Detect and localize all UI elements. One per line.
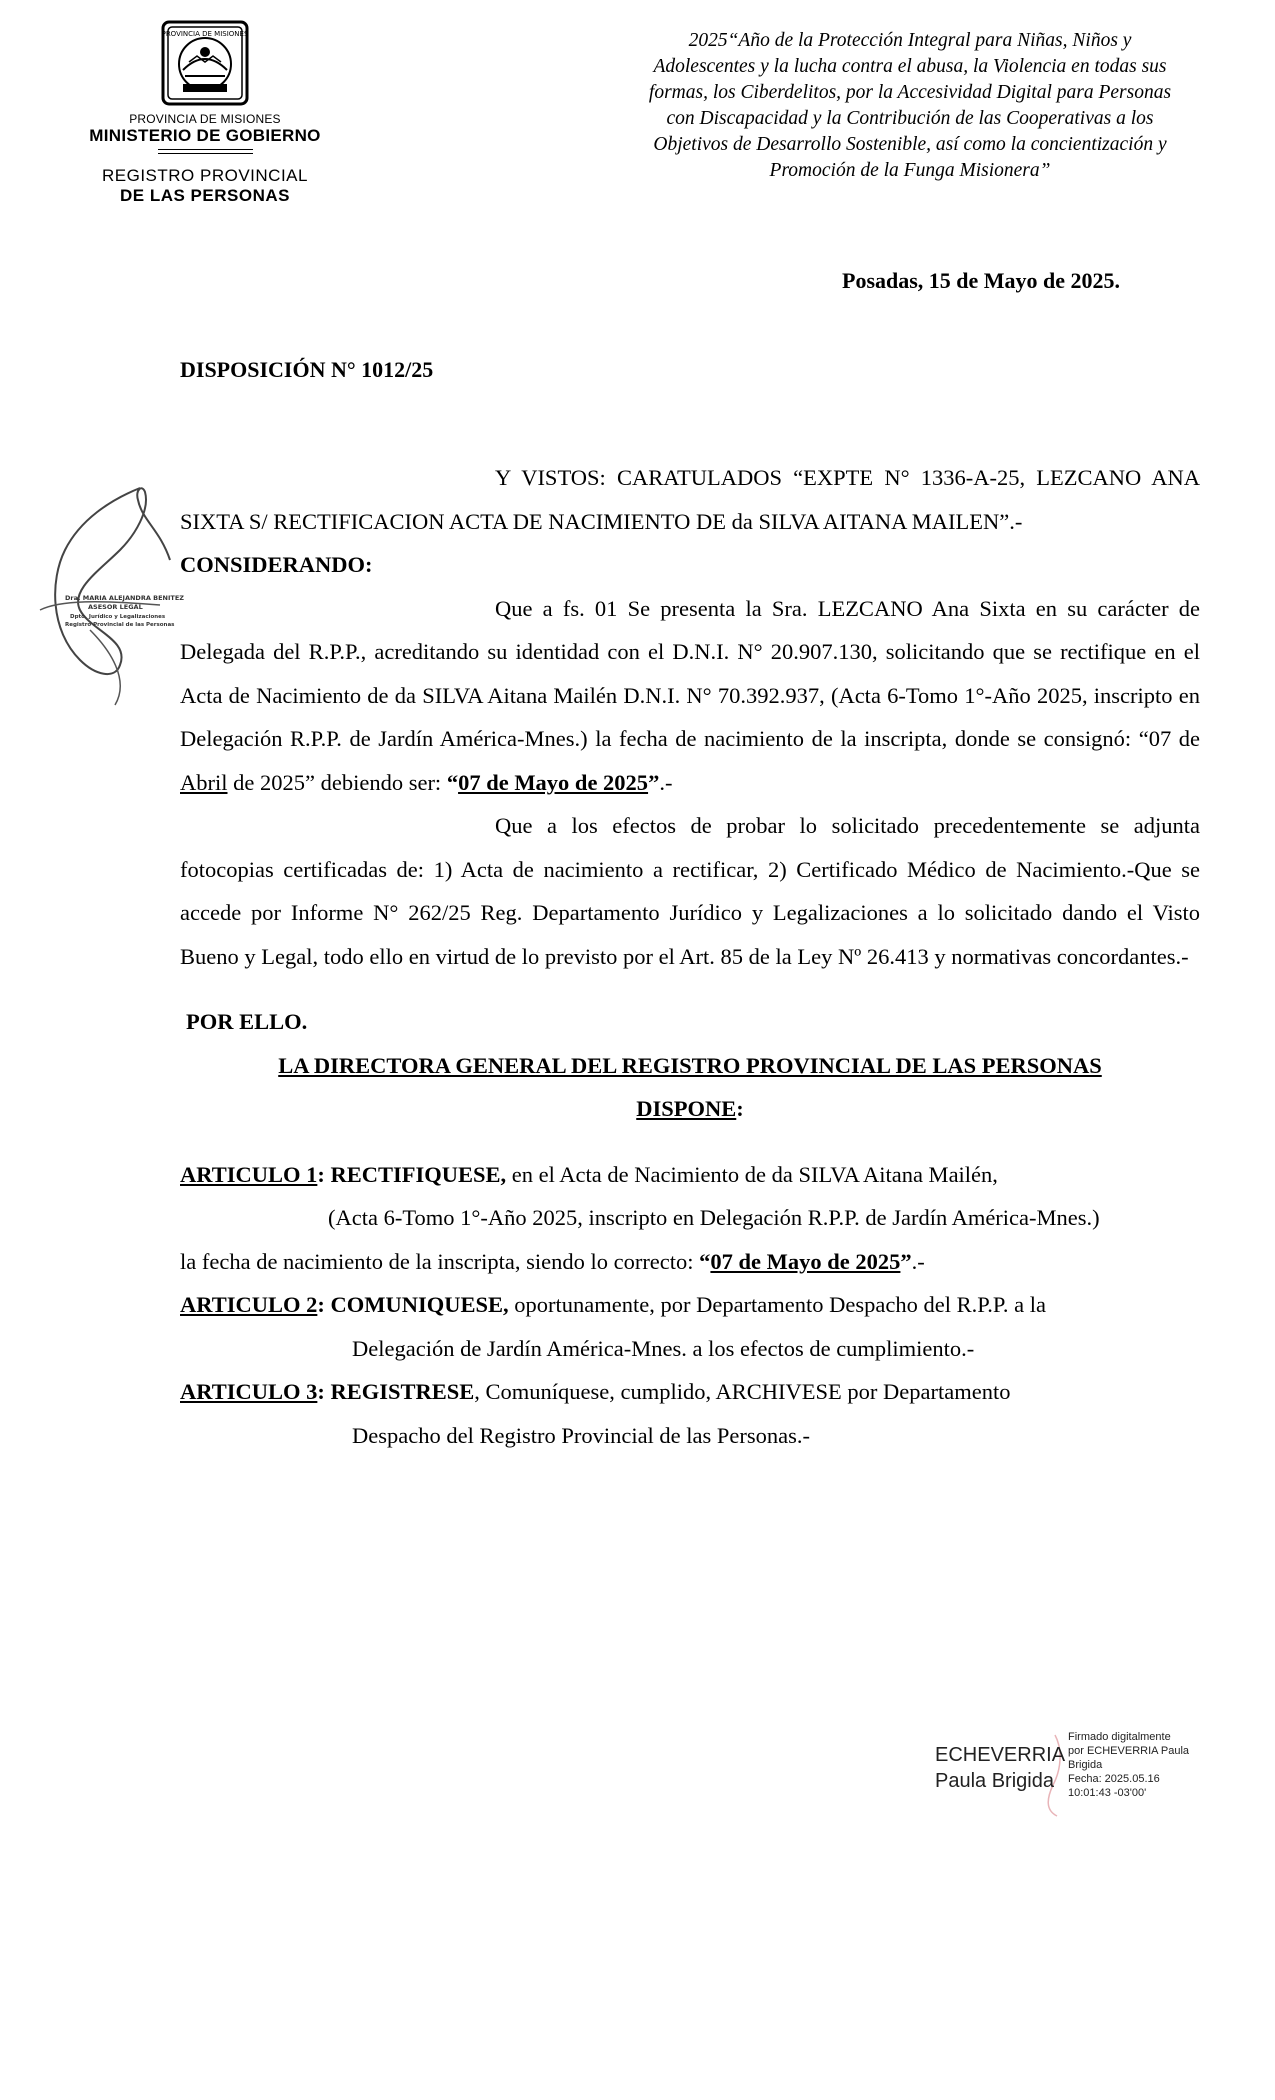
header-divider bbox=[158, 153, 253, 154]
considerando-heading: CONSIDERANDO: bbox=[180, 552, 373, 577]
article-2 bbox=[180, 1283, 1200, 1327]
document-date: Posadas, 15 de Mayo de 2025. bbox=[842, 268, 1121, 293]
article-label: ARTICULO 3 bbox=[180, 1379, 318, 1404]
article-colon: : bbox=[317, 1292, 331, 1317]
header-divider bbox=[158, 149, 253, 150]
article-3-line2: Despacho del Registro Provincial de las Personas.- bbox=[352, 1422, 811, 1448]
dispone-word: DISPONE bbox=[636, 1096, 737, 1121]
article-3 bbox=[180, 1370, 1200, 1414]
signature-detail-line: por ECHEVERRIA Paula bbox=[1068, 1745, 1190, 1757]
considerando-paragraph-2: Que a los efectos de probar lo solicitado precedentemente se adjunta fotocopias certificadas de: 1) Acta de nacimiento a rectificar, 2) Certificado Médico de Nacimiento.-Que se accede por Informe N° 262/25 Reg. Departamento Jurídico y Legalizaciones a lo solicitado dando el Visto Bueno y Legal, todo ello en virtud de lo previsto por el Art. 85 de la Ley Nº 26.413 y normativas concordantes.- bbox=[180, 813, 1200, 969]
article-label: ARTICULO 1 bbox=[180, 1161, 318, 1187]
article-end: .- bbox=[911, 1248, 925, 1274]
article-1-line3 bbox=[180, 1240, 1200, 1284]
signer-name bbox=[935, 1742, 1065, 1794]
article-text: , Comuníquese, cumplido, ARCHIVESE por Departamento bbox=[474, 1379, 1011, 1404]
article-1-date: 07 de Mayo de 2025 bbox=[710, 1248, 901, 1274]
signature-detail-line: Fecha: 2025.05.16 bbox=[1068, 1773, 1160, 1785]
quote-mark: ” bbox=[648, 769, 660, 795]
ministry-name: MINISTERIO DE GOBIERNO bbox=[89, 126, 321, 145]
motto-line: Promoción de la Funga Misionera” bbox=[769, 160, 1051, 181]
correct-date: 07 de Mayo de 2025 bbox=[458, 769, 649, 795]
article-text: la fecha de nacimiento de la inscripta, siendo lo correcto: bbox=[180, 1248, 700, 1274]
province-name: PROVINCIA DE MISIONES bbox=[129, 112, 281, 126]
stamp-name: Dra. MARIA ALEJANDRA BENITEZ bbox=[65, 594, 184, 602]
article-1-line2: (Acta 6-Tomo 1°-Año 2025, inscripto en Delegación R.P.P. de Jardín América-Mnes.) bbox=[328, 1205, 1100, 1230]
signer-surname: ECHEVERRIA bbox=[935, 1744, 1066, 1766]
motto-line: 2025“Año de la Protección Integral para Niñas, Niños y bbox=[688, 30, 1132, 51]
signature-detail-line: Firmado digitalmente bbox=[1068, 1731, 1171, 1743]
article-1 bbox=[180, 1153, 1200, 1197]
motto-line: Adolescentes y la lucha contra el abusa, la Violencia en todas sus bbox=[653, 56, 1167, 77]
stamp-institution: Registro Provincial de las Personas bbox=[65, 622, 175, 628]
por-ello-heading: POR ELLO. bbox=[186, 1009, 308, 1034]
article-verb: RECTIFIQUESE, bbox=[330, 1161, 507, 1187]
wrong-month: Abril bbox=[180, 769, 228, 795]
stamp-title: ASESOR LEGAL bbox=[88, 603, 143, 611]
directora-line: LA DIRECTORA GENERAL DEL REGISTRO PROVINCIAL DE LAS PERSONAS bbox=[278, 1052, 1102, 1078]
signer-given-names: Paula Brigida bbox=[935, 1770, 1054, 1792]
institution-logo-block bbox=[70, 18, 340, 206]
quote-mark: ” bbox=[900, 1248, 912, 1274]
para1-text: de 2025” debiendo ser: bbox=[227, 769, 447, 795]
vistos-paragraph: Y VISTOS: CARATULADOS “EXPTE N° 1336-A-25, LEZCANO ANA SIXTA S/ RECTIFICACION ACTA DE NACIMIENTO DE da SILVA AITANA MAILEN”.- bbox=[180, 465, 1200, 534]
motto-line: con Discapacidad y la Contribución de las Cooperativas a los bbox=[666, 108, 1154, 129]
para1-text: Que a fs. 01 Se presenta la Sra. LEZCANO Ana Sixta en su carácter de Delegada del R.P.P., acreditando su identidad con el D.N.I. N° 20.907.130, solicitando que se rectifique en el Acta de Nacimiento de da SILVA Aitana Mailén D.N.I. N° 70.392.937, (Acta 6-Tomo 1°-Año 2025, inscripto en Delegación R.P.P. de Jardín América-Mnes.) la fecha de nacimiento de la inscripta, donde se consignó: “07 de bbox=[180, 595, 1200, 751]
stamp-department: Dpto. Jurídico y Legalizaciones bbox=[70, 614, 166, 620]
para1-end: .- bbox=[659, 769, 673, 795]
article-label: ARTICULO 2 bbox=[180, 1292, 318, 1317]
motto-line: Objetivos de Desarrollo Sostenible, así como la concientización y bbox=[653, 134, 1167, 155]
considerando-paragraph-1 bbox=[180, 587, 1200, 805]
signature-detail-line: Brigida bbox=[1068, 1759, 1103, 1771]
article-verb: COMUNIQUESE, bbox=[330, 1292, 509, 1317]
digital-signature bbox=[935, 1730, 1235, 1820]
disposition-title: DISPOSICIÓN N° 1012/25 bbox=[180, 357, 434, 382]
quote-mark: “ bbox=[446, 769, 459, 795]
legal-advisor-stamp-signature bbox=[20, 480, 190, 710]
article-text: oportunamente, por Departamento Despacho del R.P.P. a la bbox=[508, 1292, 1047, 1317]
document-body bbox=[180, 456, 1200, 1457]
year-motto bbox=[600, 28, 1220, 184]
signature-detail-line: 10:01:43 -03'00' bbox=[1068, 1787, 1147, 1799]
registry-name-line2: DE LAS PERSONAS bbox=[120, 186, 290, 205]
dispone-heading bbox=[180, 1087, 1200, 1131]
quote-mark: “ bbox=[699, 1248, 711, 1274]
article-colon: : bbox=[317, 1379, 331, 1404]
signature-details bbox=[1068, 1730, 1218, 1800]
article-text: en el Acta de Nacimiento de da SILVA Aitana Mailén, bbox=[506, 1161, 998, 1187]
seal-text: PROVINCIA DE MISIONES bbox=[161, 30, 249, 38]
dispone-colon: : bbox=[736, 1096, 744, 1121]
registry-name-line1: REGISTRO PROVINCIAL bbox=[102, 166, 308, 185]
province-seal-icon bbox=[157, 18, 253, 108]
directora-heading bbox=[180, 1044, 1200, 1088]
motto-line: formas, los Ciberdelitos, por la Accesividad Digital para Personas bbox=[648, 82, 1172, 103]
article-2-line2: Delegación de Jardín América-Mnes. a los efectos de cumplimiento.- bbox=[352, 1335, 975, 1361]
article-verb: REGISTRESE bbox=[330, 1379, 475, 1404]
article-colon: : bbox=[317, 1161, 331, 1187]
